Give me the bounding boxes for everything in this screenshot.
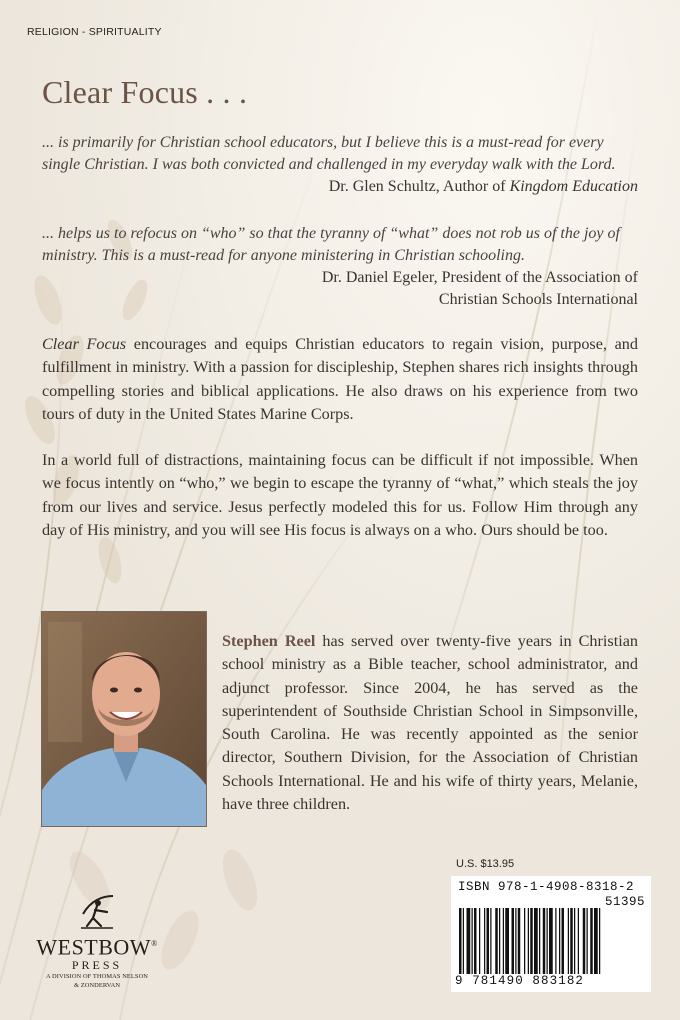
archer-icon <box>77 892 117 930</box>
publisher-division-line2: & ZONDERVAN <box>73 982 121 990</box>
barcode-bar <box>459 908 462 974</box>
author-photo <box>41 611 207 827</box>
barcode-bars <box>457 908 645 974</box>
barcode-bar <box>484 908 485 974</box>
barcode-bar <box>530 908 533 974</box>
barcode-bar <box>559 908 560 974</box>
barcode-bar <box>512 908 515 974</box>
barcode-bar <box>587 908 588 974</box>
barcode-bar <box>555 908 556 974</box>
barcode-bar <box>539 908 540 974</box>
back-cover-title: Clear Focus . . . <box>42 74 248 110</box>
barcode-bar <box>534 908 538 974</box>
description-paragraph-1-text: encourages and equips Christian educators to regain vision, purpose, and fulfillment in ministry. With a passion for discipleship, Stephen shares rich insights through compelling stories and biblical applications. He also draws on his experience from two tours of duty in the United States Marine Corps. <box>42 335 638 423</box>
barcode-bar <box>479 908 480 974</box>
publisher-press: PRESS <box>71 958 123 973</box>
barcode-bar <box>549 908 553 974</box>
endorsement-2 <box>42 223 638 311</box>
endorsement-2-text: ... helps us to refocus on “who” so that the tyranny of “what” does not rob us of the joy of ministry. This is a must-read for anyone ministering in Christian schooling. <box>42 225 620 264</box>
barcode-bar <box>487 908 490 974</box>
book-title-inline: Clear Focus <box>42 335 127 353</box>
endorsement-1 <box>42 132 638 198</box>
description-paragraph-2: In a world full of distractions, maintaining focus can be difficult if not impossible. When we focus intently on “who,” we begin to escape the tyranny of “what,” which steals the joy from our lives and service. Jesus perfectly modeled this for us. Follow Him through any day of His ministry, and you will see His focus is always on a who. Ours should be too. <box>42 451 638 539</box>
endorsement-1-text: ... is primarily for Christian school educators, but I believe this is a must-read for every single Christian. I was both convicted and challenged in my everyday walk with the Lord. <box>42 134 616 173</box>
publisher-division-line1: A DIVISION OF THOMAS NELSON <box>46 973 148 981</box>
endorsement-2-attribution-line1: Dr. Daniel Egeler, President of the Association of <box>321 269 638 286</box>
barcode-bar <box>594 908 598 974</box>
barcode-bar <box>499 908 500 974</box>
endorsement-1-book: Kingdom Education <box>509 178 638 195</box>
barcode-bar <box>467 908 471 974</box>
barcode-bar <box>490 908 491 974</box>
description-paragraph-1 <box>42 333 638 426</box>
isbn-label: ISBN 978-1-4908-8318-2 <box>458 880 635 894</box>
publisher-logo <box>22 892 172 990</box>
barcode-bar <box>543 908 546 974</box>
publisher-name-text: WESTBOW <box>36 934 152 960</box>
barcode-bar <box>463 908 464 974</box>
author-bio-text: has served over twenty-five years in Christian school ministry as a Bible teacher, school administrator, and adjunct professor. Since 2004, he has served as the superintendent of Southside Christian School in Simpsonville, South Carolina. He was recently appointed as the senior director, Southern Division, for the Association of Christian Schools International. He and his wife of thirty years, Melanie, have three children. <box>222 632 638 814</box>
barcode-bar <box>474 908 477 974</box>
barcode-digits: 9 781490 883182 <box>455 974 585 988</box>
price-code: 51395 <box>604 895 645 909</box>
barcode-bar <box>568 908 569 974</box>
barcode-bar <box>518 908 521 974</box>
barcode-bar <box>578 908 579 974</box>
barcode-bar <box>515 908 516 974</box>
author-bio <box>222 630 638 816</box>
price-label: U.S. $13.95 <box>456 858 515 870</box>
barcode-bar <box>524 908 525 974</box>
isbn-barcode <box>451 876 651 992</box>
endorsement-1-attribution <box>42 176 638 198</box>
barcode-bar <box>599 908 600 974</box>
category-label: RELIGION - SPIRITUALITY <box>27 26 162 38</box>
barcode-bar <box>495 908 498 974</box>
registered-mark: ® <box>151 939 158 948</box>
endorsement-1-author: Dr. Glen Schultz, Author of <box>328 178 510 195</box>
barcode-bar <box>503 908 504 974</box>
barcode-bar <box>583 908 586 974</box>
author-name: Stephen Reel <box>222 632 316 650</box>
barcode-bar <box>590 908 593 974</box>
publisher-name <box>22 932 172 959</box>
barcode-bar <box>570 908 573 974</box>
barcode-bar <box>472 908 473 974</box>
barcode-bar <box>547 908 548 974</box>
barcode-bar <box>528 908 529 974</box>
barcode-bar <box>505 908 509 974</box>
barcode-bar <box>574 908 575 974</box>
endorsement-2-attribution-line2: Christian Schools International <box>438 291 638 308</box>
barcode-bar <box>562 908 565 974</box>
